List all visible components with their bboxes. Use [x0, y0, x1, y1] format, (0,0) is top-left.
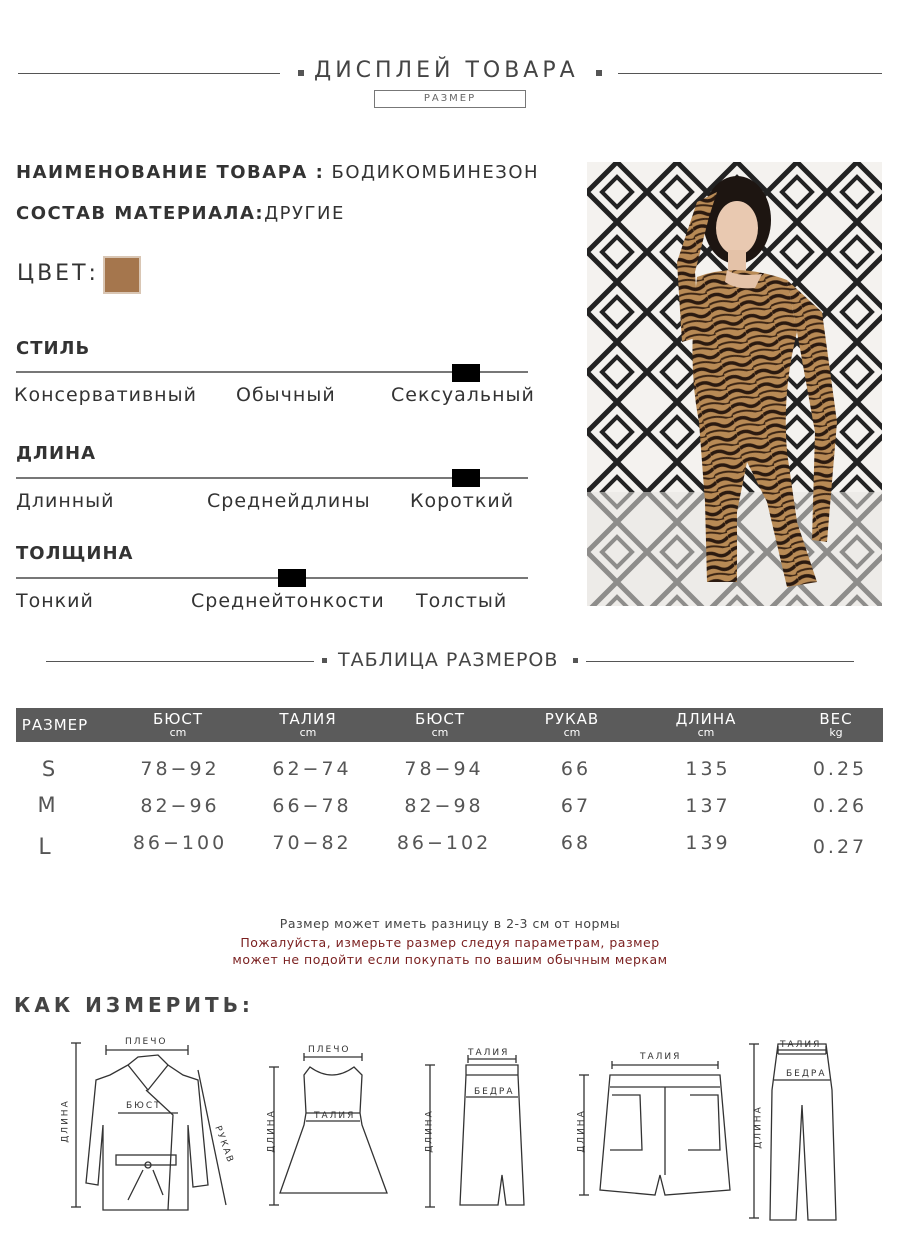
- cell-length: 139: [685, 832, 731, 854]
- cell-size: M: [37, 793, 59, 817]
- cell-bust: 82−96: [140, 795, 220, 817]
- style-option-sexy: Сексуальный: [391, 384, 535, 406]
- thickness-option-thin: Тонкий: [16, 590, 94, 612]
- material-row: [16, 203, 345, 224]
- product-photo: [587, 162, 882, 606]
- table-rule-left: [46, 661, 314, 662]
- col-bust: БЮСТ cm: [152, 710, 204, 739]
- color-label: ЦВЕТ:: [17, 261, 99, 286]
- cell-weight: 0.26: [812, 795, 868, 817]
- jacket-shoulder-label: ПЛЕЧО: [125, 1037, 168, 1047]
- header-rule-right: [618, 73, 882, 74]
- product-name-label: НАИМЕНОВАНИЕ ТОВАРА :: [16, 162, 325, 183]
- cell-bust-2: 86−102: [396, 832, 492, 854]
- color-swatch[interactable]: [103, 256, 141, 294]
- cell-waist: 66−78: [272, 795, 352, 817]
- size-table-header: [16, 708, 883, 742]
- measure-warning-line1: Пожалуйста, измерьте размер следуя параметрам, размер: [240, 935, 660, 950]
- dress-shoulder-label: ПЛЕЧО: [308, 1045, 351, 1055]
- col-bust-2: БЮСТ cm: [414, 710, 466, 739]
- col-size: РАЗМЕР: [21, 716, 89, 734]
- thickness-scale-line: [16, 577, 528, 579]
- material-label: СОСТАВ МАТЕРИАЛА:: [16, 203, 265, 224]
- cell-bust-2: 82−98: [404, 795, 484, 817]
- shorts-waist-label: ТАЛИЯ: [640, 1052, 682, 1062]
- product-name-value: БОДИКОМБИНЕЗОН: [331, 162, 540, 183]
- col-sleeve: РУКАВ cm: [544, 710, 600, 739]
- style-option-regular: Обычный: [236, 384, 336, 406]
- pants-waist-label: ТАЛИЯ: [780, 1040, 822, 1050]
- cell-size: S: [41, 757, 59, 781]
- cell-waist: 62−74: [272, 758, 352, 780]
- size-table-title: ТАБЛИЦА РАЗМЕРОВ: [338, 649, 559, 671]
- style-option-conservative: Консервативный: [14, 384, 197, 406]
- jacket-bust-label: БЮСТ: [126, 1101, 162, 1111]
- col-length: ДЛИНА cm: [675, 710, 737, 739]
- cell-bust: 78−92: [140, 758, 220, 780]
- pants-hips-label: БЕДРА: [786, 1069, 827, 1079]
- header-rule-left: [18, 73, 280, 74]
- length-option-long: Длинный: [16, 490, 115, 512]
- header-square-right: [596, 70, 602, 76]
- jacket-length-label: ДЛИНА: [60, 1099, 71, 1143]
- size-note: Размер может иметь разницу в 2-3 см от нормы: [279, 916, 621, 931]
- product-photo-illustration: [587, 162, 882, 606]
- cell-bust-2: 78−94: [404, 758, 484, 780]
- length-title: ДЛИНА: [16, 443, 97, 464]
- page-subtitle: РАЗМЕР: [374, 90, 526, 108]
- material-value: ДРУГИЕ: [264, 203, 345, 224]
- skirt-hips-label: БЕДРА: [474, 1087, 515, 1097]
- dress-waist-label: ТАЛИЯ: [314, 1111, 356, 1121]
- length-marker: [452, 469, 480, 487]
- thickness-option-thick: Толстый: [416, 590, 508, 612]
- shorts-sketch: [570, 1055, 740, 1205]
- cell-bust: 86−100: [132, 832, 228, 854]
- cell-length: 135: [685, 758, 731, 780]
- thickness-marker: [278, 569, 306, 587]
- shorts-length-label: ДЛИНА: [576, 1109, 587, 1153]
- how-to-measure-title: КАК ИЗМЕРИТЬ:: [14, 993, 254, 1017]
- table-square-left: [322, 658, 327, 663]
- table-square-right: [573, 658, 578, 663]
- skirt-waist-label: ТАЛИЯ: [468, 1048, 510, 1058]
- page-title: ДИСПЛЕЙ ТОВАРА: [314, 58, 579, 83]
- cell-waist: 70−82: [272, 832, 352, 854]
- cell-sleeve: 67: [560, 795, 592, 817]
- thickness-option-medium: Среднейтонкости: [191, 590, 385, 612]
- dress-sketch: [262, 1045, 397, 1215]
- cell-sleeve: 66: [560, 758, 592, 780]
- cell-sleeve: 68: [560, 832, 592, 854]
- table-rule-right: [586, 661, 854, 662]
- style-marker: [452, 364, 480, 382]
- length-option-short: Короткий: [410, 490, 515, 512]
- cell-size: L: [38, 835, 54, 860]
- measure-warning-line2: может не подойти если покупать по вашим обычным меркам: [232, 952, 668, 967]
- skirt-length-label: ДЛИНА: [424, 1109, 435, 1153]
- cell-weight: 0.25: [812, 758, 868, 780]
- col-weight: ВЕС kg: [819, 710, 853, 739]
- dress-length-label: ДЛИНА: [266, 1109, 277, 1153]
- product-name-row: [16, 162, 539, 183]
- pants-length-label: ДЛИНА: [753, 1105, 764, 1149]
- cell-length: 137: [685, 795, 731, 817]
- col-waist: ТАЛИЯ cm: [279, 710, 337, 739]
- header-square-left: [298, 70, 304, 76]
- jacket-sleeve-label: РУКАВ: [212, 1124, 236, 1166]
- skirt-sketch: [418, 1045, 538, 1215]
- cell-weight: 0.27: [812, 836, 868, 858]
- thickness-title: ТОЛЩИНА: [16, 543, 134, 564]
- style-title: СТИЛЬ: [16, 338, 91, 359]
- length-option-medium: Среднейдлины: [207, 490, 371, 512]
